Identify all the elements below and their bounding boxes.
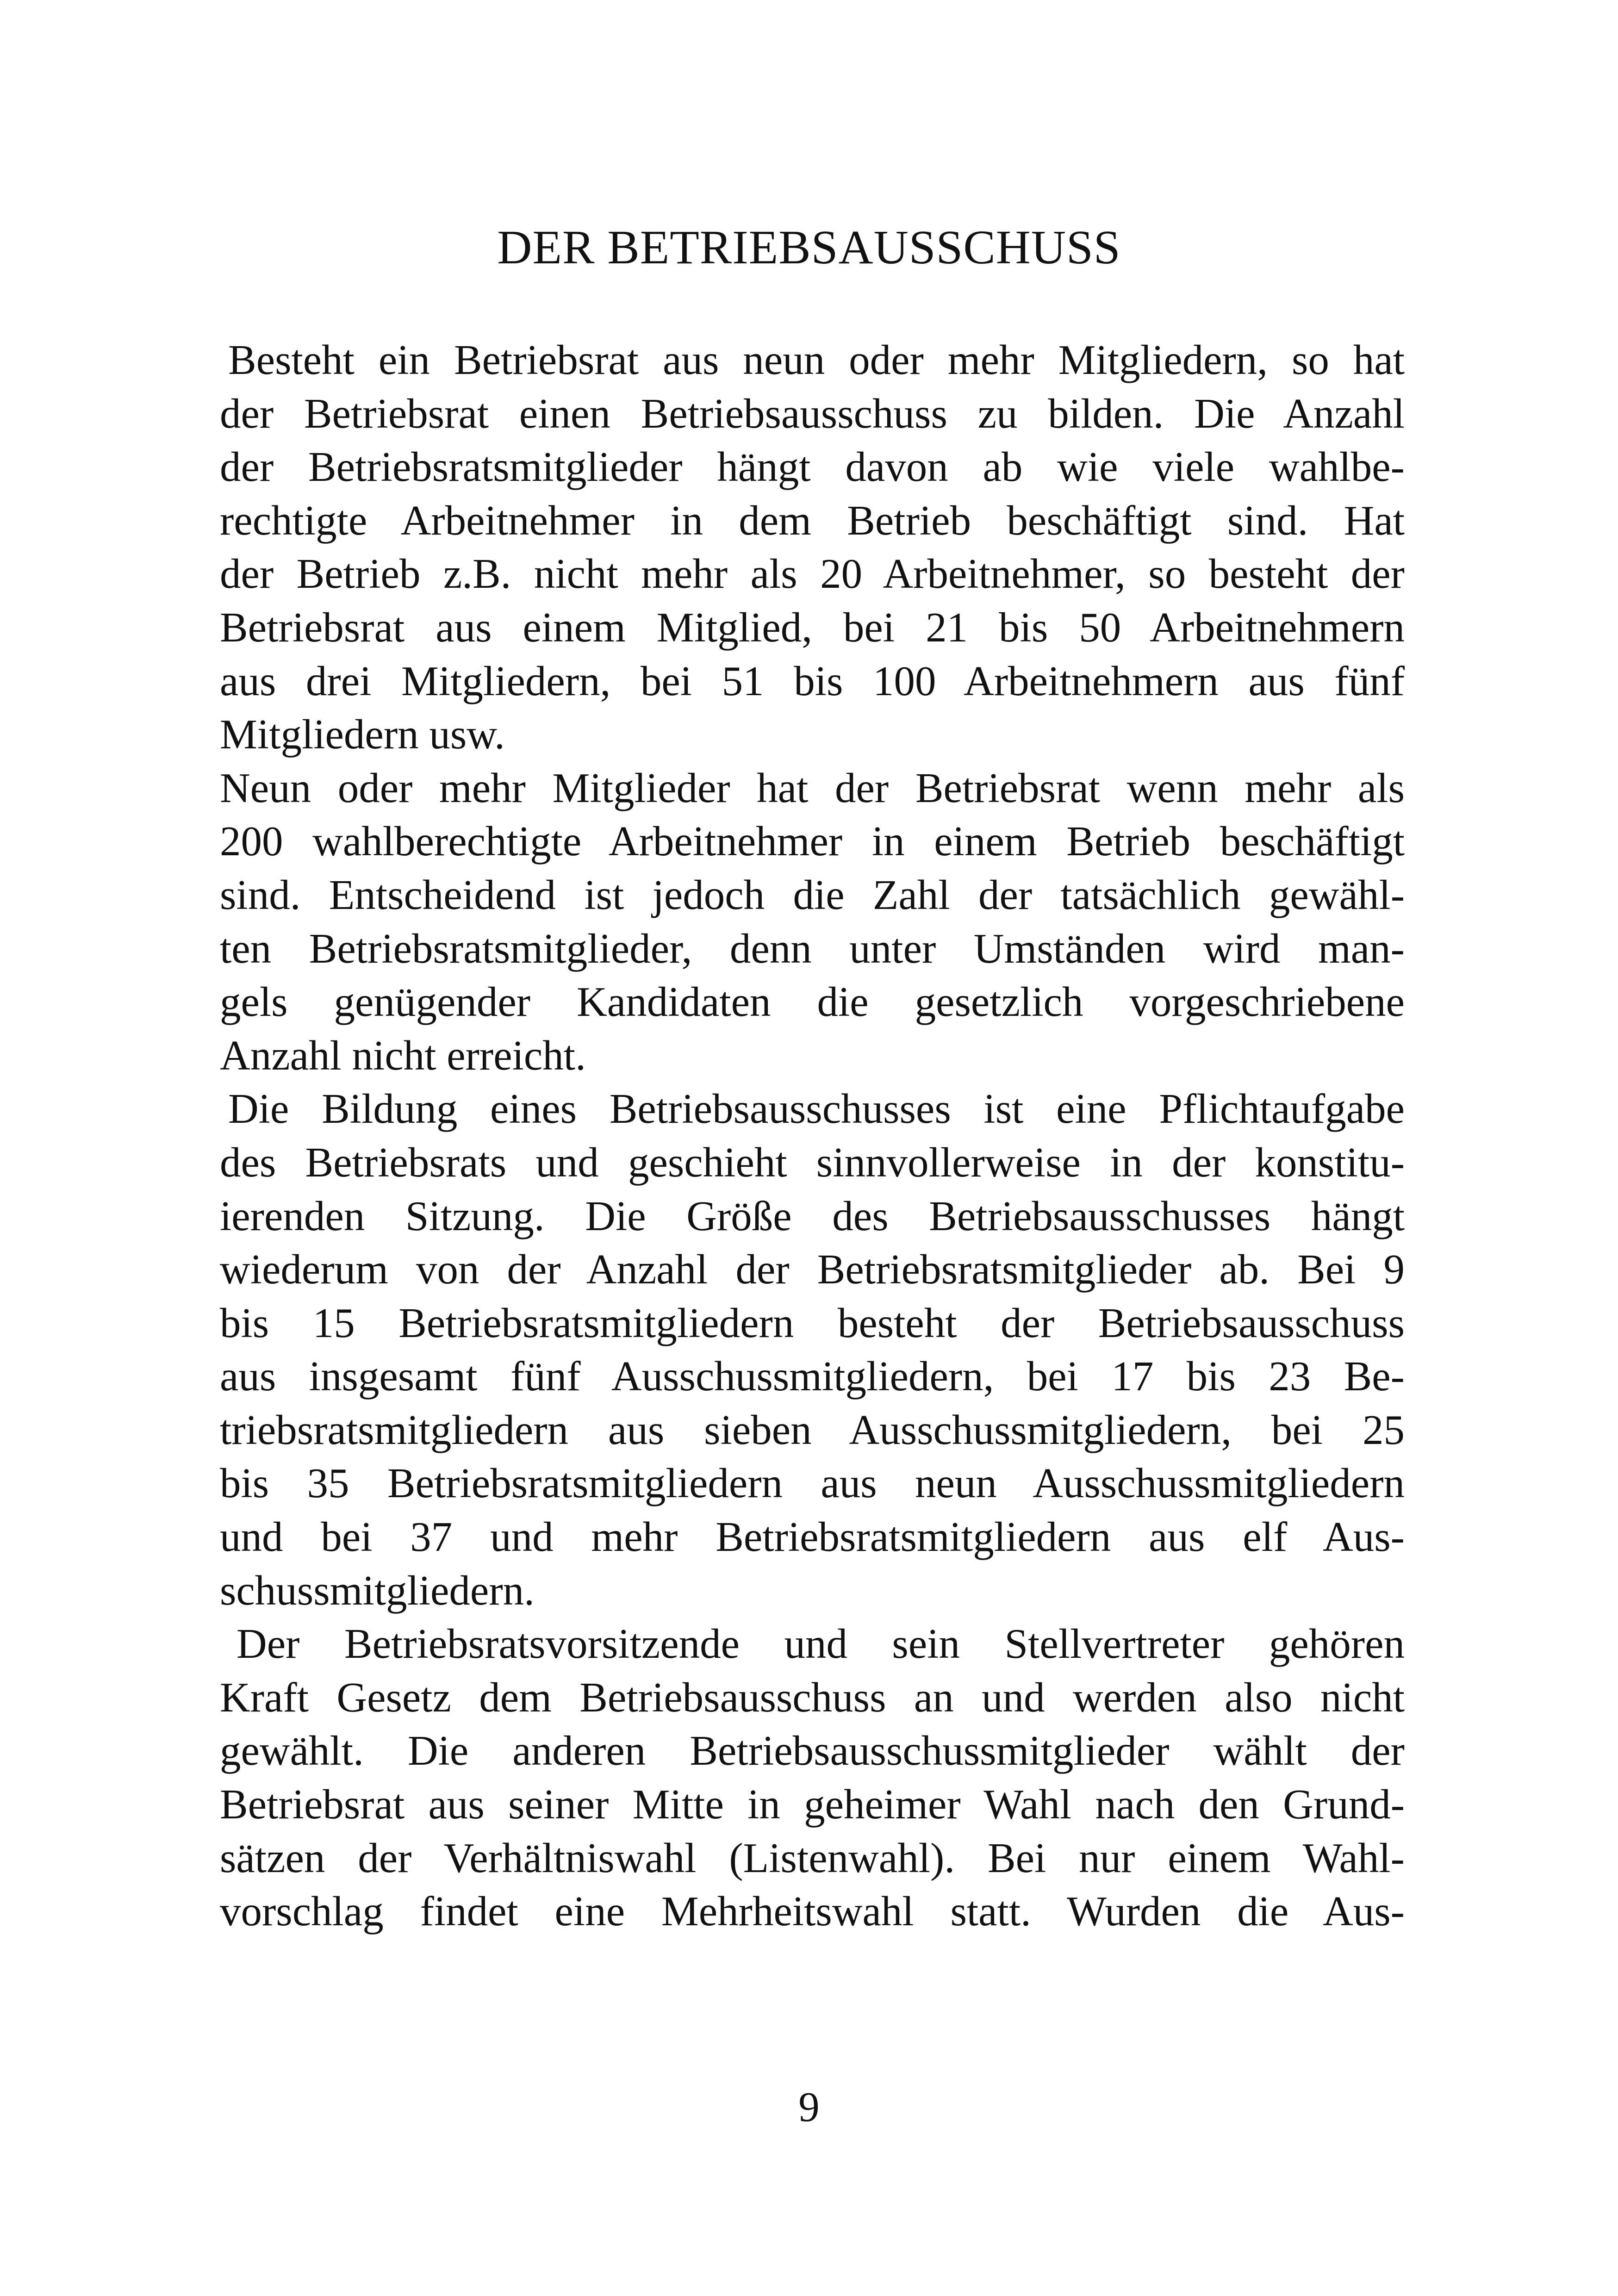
text-line: gewählt. Die anderen Betriebsausschussmitglieder wählt der — [220, 1727, 1405, 1774]
page-number: 9 — [798, 2084, 820, 2130]
text-line: der Betriebsratsmitglieder hängt davon ab wie viele wahlbe- — [220, 443, 1405, 491]
text-line: aus drei Mitgliedern, bei 51 bis 100 Arbeitnehmern aus fünf — [220, 657, 1405, 704]
text-line: vorschlag findet eine Mehrheitswahl statt. Wurden die Aus- — [220, 1888, 1405, 1935]
text-line: ierenden Sitzung. Die Größe des Betriebsausschusses hängt — [220, 1192, 1405, 1239]
text-line: Neun oder mehr Mitglieder hat der Betriebsrat wenn mehr als — [220, 764, 1405, 811]
text-line: des Betriebsrats und geschieht sinnvollerweise in der konstitu- — [220, 1139, 1405, 1186]
text-line: Der Betriebsratsvorsitzende und sein Stellvertreter gehören — [236, 1620, 1405, 1668]
text-line: der Betrieb z.B. nicht mehr als 20 Arbeitnehmer, so besteht der — [220, 550, 1405, 597]
text-line: wiederum von der Anzahl der Betriebsratsmitglieder ab. Bei 9 — [220, 1246, 1405, 1293]
text-line: ten Betriebsratsmitglieder, denn unter Umständen wird man- — [220, 925, 1405, 972]
text-line: Besteht ein Betriebsrat aus neun oder mehr Mitgliedern, so hat — [228, 336, 1405, 383]
text-line: Die Bildung eines Betriebsausschusses ist eine Pflichtaufgabe — [228, 1085, 1405, 1132]
text-line: schussmitgliedern. — [220, 1567, 535, 1614]
text-line: 200 wahlberechtigte Arbeitnehmer in einem Betrieb beschäftigt — [220, 818, 1405, 865]
text-line: aus insgesamt fünf Ausschussmitgliedern, bei 17 bis 23 Be- — [220, 1353, 1405, 1400]
text-line: sätzen der Verhältniswahl (Listenwahl). Bei nur einem Wahl- — [220, 1834, 1405, 1881]
text-line: der Betriebsrat einen Betriebsausschuss zu bilden. Die Anzahl — [220, 390, 1405, 437]
paragraph-2 — [220, 761, 1405, 1083]
page-title: DER BETRIEBSAUSSCHUSS — [497, 221, 1121, 274]
paragraph-1 — [220, 333, 1405, 761]
text-line: Anzahl nicht erreicht. — [220, 1032, 586, 1079]
text-line: Betriebsrat aus einem Mitglied, bei 21 bis 50 Arbeitnehmern — [220, 604, 1405, 651]
text-line: rechtigte Arbeitnehmer in dem Betrieb beschäftigt sind. Hat — [220, 497, 1405, 544]
text-line: bis 35 Betriebsratsmitgliedern aus neun Ausschussmitgliedern — [220, 1460, 1405, 1507]
text-line: und bei 37 und mehr Betriebsratsmitgliedern aus elf Aus- — [220, 1513, 1405, 1561]
text-line: bis 15 Betriebsratsmitgliedern besteht der Betriebsausschuss — [220, 1299, 1405, 1346]
text-line: gels genügender Kandidaten die gesetzlich vorgeschriebene — [220, 978, 1405, 1026]
text-line: sind. Entscheidend ist jedoch die Zahl der tatsächlich gewähl- — [220, 871, 1405, 918]
body-text — [220, 333, 1405, 1938]
paragraph-3 — [220, 1082, 1405, 1617]
paragraph-4 — [220, 1617, 1405, 1938]
text-line: Mitgliedern usw. — [220, 711, 505, 758]
text-line: triebsratsmitgliedern aus sieben Ausschussmitgliedern, bei 25 — [220, 1406, 1405, 1453]
text-line: Betriebsrat aus seiner Mitte in geheimer Wahl nach den Grund- — [220, 1781, 1405, 1828]
text-line: Kraft Gesetz dem Betriebsausschuss an und werden also nicht — [220, 1674, 1405, 1721]
